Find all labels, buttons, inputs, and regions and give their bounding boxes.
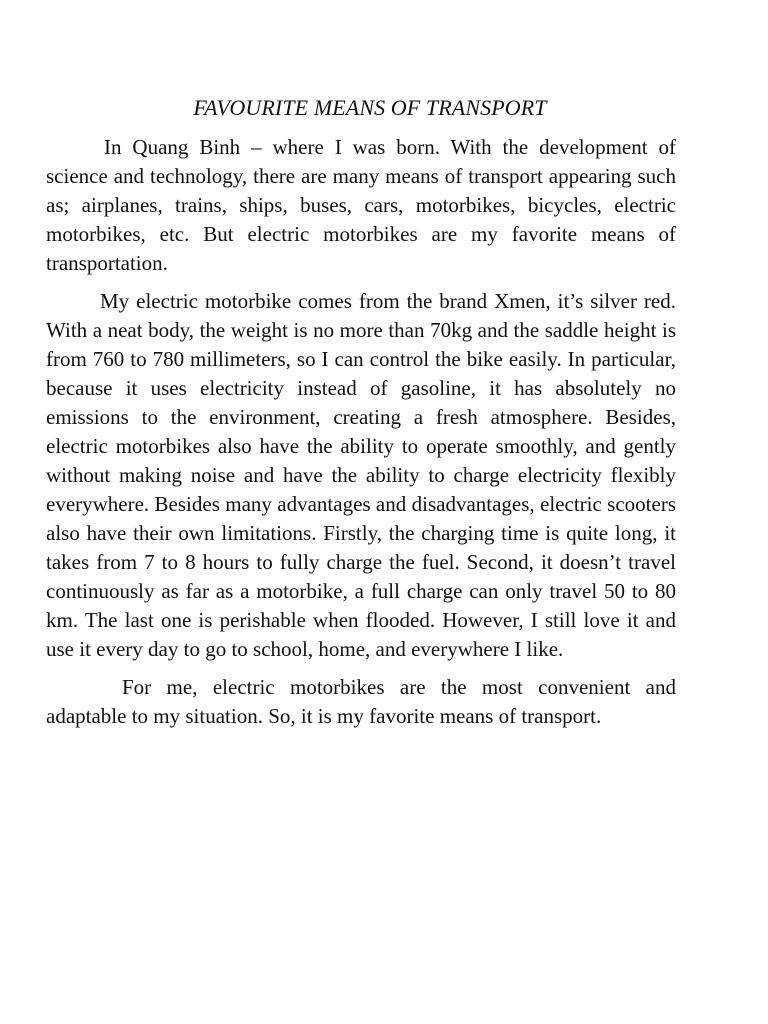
document-title: FAVOURITE MEANS OF TRANSPORT [193,95,547,120]
paragraph-introduction: In Quang Binh – where I was born. With the development of science and technology, there are many means of transport appearing such as; airplanes, trains, ships, buses, cars, motorbikes, bicycles, electric motorbikes, etc. But electric motorbikes are my favorite means of transportation. [46,135,676,275]
paragraph-conclusion: For me, electric motorbikes are the most convenient and adaptable to my situation. So, it is my favorite means of transport. [46,675,676,728]
paragraph-body: My electric motorbike comes from the brand Xmen, it’s silver red. With a neat body, the weight is no more than 70kg and the saddle height is from 760 to 780 millimeters, so I can control the bike easily. In particular, because it uses electricity instead of gasoline, it has absolutely no emissions to the environment, creating a fresh atmosphere. Besides, electric motorbikes also have the ability to operate smoothly, and gently without making noise and have the ability to charge electricity flexibly everywhere. Besides many advantages and disadvantages, electric scooters also have their own limitations. Firstly, the charging time is quite long, it takes from 7 to 8 hours to fully charge the fuel. Second, it doesn’t travel continuously as far as a motorbike, a full charge can only travel 50 to 80 km. The last one is perishable when flooded. However, I still love it and use it every day to go to school, home, and everywhere I like. [46,289,676,661]
